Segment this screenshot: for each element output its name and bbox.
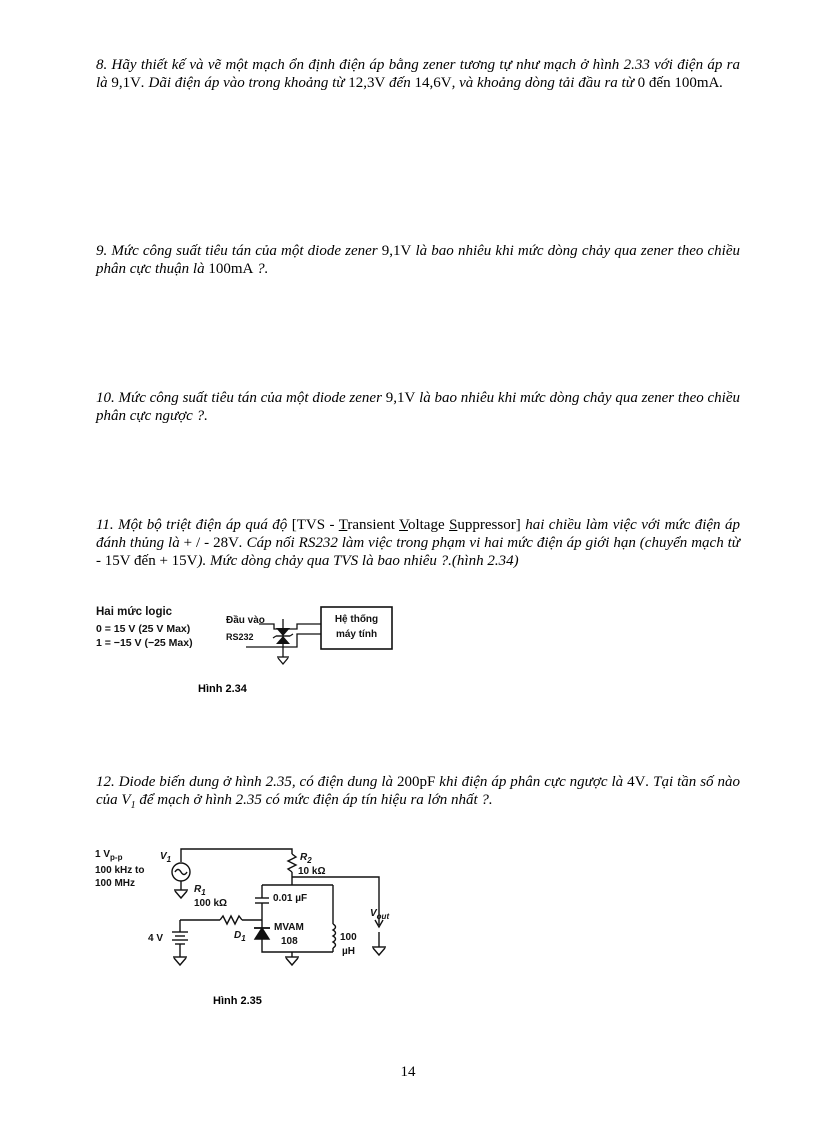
node-ground-icon — [285, 952, 299, 965]
v1-label: $V_1$ — [160, 851, 172, 864]
figure-2-34 — [96, 600, 416, 670]
logic-level-0: 0 = 15 V (25 V Max) — [96, 623, 191, 635]
question-8: 8. Hãy thiết kế và vẽ một mạch ổn định điện áp bằng zener tương tự như mạch ở hình 2.33 với điện áp ra là 9,1V. Dãi điện áp vào trong khoảng từ 12,3V đến 14,6V, và khoảng dòng tải đầu ra từ 0 đến 100mA. — [96, 57, 740, 91]
signal-line-upper — [259, 624, 321, 629]
battery-label: 4 V — [148, 933, 164, 944]
wire-top — [181, 849, 292, 862]
logic-level-1: 1 = −15 V (−25 Max) — [96, 637, 193, 649]
computer-system-label-1: Hệ thống — [334, 614, 379, 625]
source-label-freq-2: 100 MHz — [95, 878, 136, 889]
ground-icon — [277, 657, 289, 664]
figure-2-34-caption: Hình 2.34 — [198, 683, 247, 695]
capacitor-value: 0.01 µF — [273, 893, 308, 904]
resistor-r2 — [288, 854, 296, 872]
r2-label: $R_2$ — [300, 852, 312, 865]
page-number: 14 — [400, 1064, 416, 1080]
inductor-value-2: µH — [342, 946, 355, 957]
source-label-amplitude: 1 $V_{p-p}$ — [95, 849, 123, 862]
rs232-input-label: Đầu vào — [226, 615, 265, 626]
sine-wave-icon — [175, 870, 187, 875]
question-10: 10. Mức công suất tiêu tán của một diode zener 9,1V là bao nhiêu khi mức dòng chảy qua zener theo chiều phân cực ngược ?. — [96, 390, 740, 424]
question-11: 11. Một bộ triệt điện áp quá độ [TVS - Transient Voltage Suppressor] hai chiều làm việc với mức điện áp đánh thủng là + / - 28V. Cáp nối RS232 làm việc trong phạm vi hai mức điện áp giới hạn (chuyển mạch từ - 15V đến + 15V). Mức dòng chảy qua TVS là bao nhiêu ?.(hình 2.34) — [96, 517, 740, 569]
logic-levels-title: Hai mức logic — [96, 606, 173, 618]
vout-label: $V_{out}$ — [370, 908, 390, 921]
figure-2-35-diagram — [90, 840, 410, 975]
inductor-value-1: 100 — [340, 932, 357, 943]
question-12: 12. Diode biến dung ở hình 2.35, có điện dung là 200pF khi điện áp phân cực ngược là 4V. Tại tần số nào của $V_1$ để mạch ở hình 2.35 có mức điện áp tín hiệu ra lớn nhất ?. — [96, 774, 740, 811]
r1-value: 100 kΩ — [194, 898, 228, 909]
battery-ground-icon — [173, 957, 187, 965]
r1-label: $R_1$ — [194, 884, 206, 897]
question-9: 9. Mức công suất tiêu tán của một diode zener 9,1V là bao nhiêu khi mức dòng chảy qua zener theo chiều phân cực thuận là 100mA ?. — [96, 243, 740, 277]
rs232-label: RS232 — [226, 632, 254, 642]
diode-model-2: 108 — [281, 936, 298, 947]
vout-ground-icon — [372, 932, 386, 955]
resistor-r1 — [220, 916, 242, 924]
d1-label: $D_1$ — [234, 930, 246, 943]
figure-2-35-caption: Hình 2.35 — [213, 995, 262, 1007]
computer-system-label-2: máy tính — [335, 629, 378, 640]
figure-2-35 — [90, 840, 410, 975]
tvs-diode-symbol — [273, 619, 293, 657]
varactor-diode-d1 — [254, 921, 270, 939]
inductor-100uh — [333, 924, 336, 948]
source-label-freq-1: 100 kHz to — [95, 865, 145, 876]
diode-model-1: MVAM — [274, 922, 304, 933]
r2-value: 10 kΩ — [298, 866, 326, 877]
source-ground-icon — [174, 890, 188, 898]
